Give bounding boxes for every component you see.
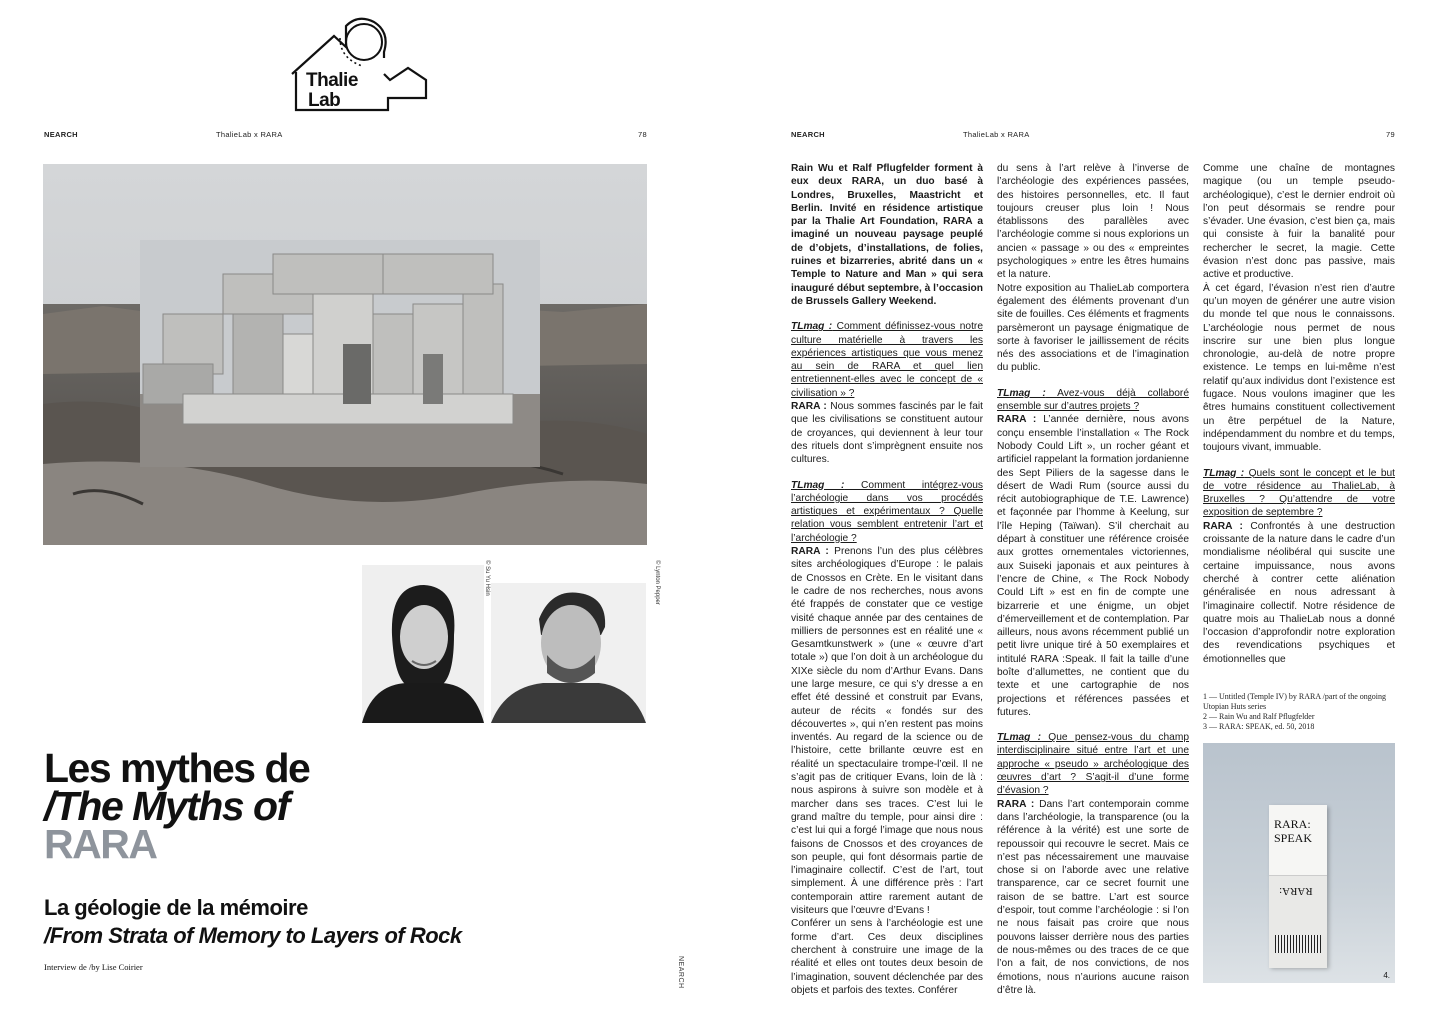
- book-object: [1269, 805, 1327, 967]
- answer-3-text: L’année dernière, nous avons conçu ensemble l’installation « The Rock Nobody Could Lift », un rocher géant et artificiel rappelant la formation jordanienne des Sept Piliers de la sagesse dans le désert de Wadi Rum (source aussi du récit autobiographique de T.E. Lawrence) et façonnée par l’homme à Keelung, sur l’île Heping (Taïwan). S’il cherchait au départ à constituer une référence croisée aux grottes ornementales victoriennes, aux Suiseki japonais et aux peintures à l’encre de Chine, « The Rock Nobody Could Lift » est en fin de compte une bizarrerie et une énigme, un objet d’émerveillement et de contemplation. Par ailleurs, nous avons récemment publié un petit livre unique tiré à 50 exemplaires et intitulé RARA :Speak. Il fait la taille d’une boîte d’allumettes, ne contient que du texte et une cartographie de nos projections et références passées et futures.: [997, 414, 1189, 718]
- col3-paragraph-2: À cet égard, l’évasion n’est rien d’autre qu’un moyen de générer une autre vision du monde tel que nous le connaissons. L’archéologie nous permet de nous inscrire sur une bien plus longue chronologie, au-delà de notre propre existence. Le temps en lui-même n’est relatif qu’aux individus dont l’existence est fugace. Nous voulons imaginer que les êtres humains constituent collectivement un être perpétuel de la Nature, indépendamment du nombre et du temps, toujours vivant, immuable.: [1203, 282, 1395, 454]
- question-1: [791, 320, 983, 400]
- answer-2-text: Prenons l’un des plus célèbres sites archéologiques d’Europe : le palais de Cnossos en Crète. En le visitant dans le cadre de nos recherches, nous avons été frappés de constater que ce vestige visité chaque année par des centaines de milliers de personnes est en réalité une « Gesamtkunstwerk » (une « œuvre d’art totale ») que l’on doit à un archéologue du XIXe siècle du nom d’Arthur Evans. Dans une large mesure, ce qui s’y dresse a en effet été dessiné et construit par Evans, auteur de récits « fondés sur des découvertes », qui n’en restent pas moins inventés. Au regard de la science ou de l’histoire, cette brillante œuvre est en réalité un spectaculaire trompe-l’œil. Il ne s’agit pas de critiquer Evans, loin de là : nous aspirons à suivre son modèle et à marcher dans ses traces. C’est lui le grand maître du temple, pour ainsi dire : c’est lui qui a forgé l’image que nous nous faisons de Cnossos et des croyances de son peuple, qui font désormais partie de l’imaginaire collectif. C’est de l’art, tout simplement. À une différence près : l’art contemporain attire rarement autant de visiteurs que l’œuvre d’Evans !: [791, 546, 983, 917]
- text-column-2: [997, 162, 1189, 997]
- caption-1: 1 — Untitled (Temple IV) by RARA /part of the ongoing Utopian Huts series: [1203, 692, 1386, 711]
- book-photo: [1203, 743, 1395, 983]
- subtitle-line2: /From Strata of Memory to Layers of Rock: [44, 923, 462, 948]
- book-barcode: [1275, 935, 1321, 953]
- col2-paragraph-1: du sens à l’art relève à l’inverse de l’archéologie des expériences passées, des histoires personnelles, etc. Il faut toujours creuser plus loin ! Nous établissons des parallèles avec l’archéologie comme si nous explorions un ancien « passage » ou des « empreintes psychologiques » entre les êtres humains et la nature.: [997, 163, 1189, 281]
- question-5-text: Quels sont le concept et le but de votre résidence au ThalieLab, à Bruxelles ? Qu’attendre de votre exposition de septembre ?: [1203, 467, 1395, 519]
- byline: Interview de /by Lise Coirier: [44, 962, 143, 972]
- question-5-tag: TLmag :: [1203, 467, 1245, 479]
- portrait-rain-wu: [362, 565, 484, 723]
- question-2-text: Comment intégrez-vous l’archéologie dans vos procédés artistiques et expérimentaux ? Quelle relation vous semblent entretenir l’art et l’archéologie ?: [791, 479, 983, 544]
- photo-credit-b: © Lynton Pepper: [654, 560, 660, 605]
- intro-paragraph: Rain Wu et Ralf Pflugfelder forment à eux deux RARA, un duo basé à Londres, Bruxelles, Maastricht et Berlin. Invité en résidence artistique par la Thalie Art Foundation, RARA a imaginé un nouveau paysage peuplé de d’objets, d’installations, de folies, ruines et bizarreries, abrité dans un « Temple to Nature and Man » qui sera inauguré début septembre, à l’occasion de Brussels Gallery Weekend.: [791, 163, 983, 307]
- portrait-ralf-pflugfelder: [491, 583, 646, 723]
- right-page-number: 79: [1386, 130, 1395, 139]
- right-header-section: NEARCH: [791, 130, 825, 139]
- text-column-1: [791, 162, 983, 997]
- answer-3: [997, 413, 1189, 719]
- text-column-3: [1203, 162, 1395, 666]
- question-3-text: Avez-vous déjà collaboré ensemble sur d’autres projets ?: [997, 387, 1189, 413]
- answer-2: [791, 545, 983, 917]
- answer-5-text: Confrontés à une destruction croissante de la nature dans le cadre d’un mondialisme néolibéral qui suscite une certaine impuissance, nous avons cherché à contrer cette aliénation généralisée en nous adressant à l’imaginaire collectif. Notre résidence de quatre mois au ThalieLab nous a donné l’occasion d’approfondir notre exploration des revendications psychiques et émotionnelles que: [1203, 520, 1395, 665]
- logo-line2: Lab: [308, 90, 341, 111]
- answer-2b: Conférer un sens à l’archéologie est une forme d’art. Ces deux disciplines cherchent à construire une image de la réalité et elles ont toutes deux besoin de l’imagination, souvent déclenchée par des objets et parfois des textes. Conférer: [791, 918, 983, 996]
- answer-3-tag: RARA :: [997, 414, 1037, 426]
- answer-2-tag: RARA :: [791, 546, 829, 558]
- answer-1: [791, 400, 983, 466]
- caption-3: 3 — RARA: SPEAK, ed. 50, 2018: [1203, 722, 1315, 731]
- question-2: [791, 479, 983, 545]
- book-title-2: SPEAK: [1274, 831, 1313, 845]
- headline-line3: RARA: [44, 821, 157, 867]
- question-3-tag: TLmag :: [997, 387, 1046, 399]
- caption-2: 2 — Rain Wu and Ralf Pflugfelder: [1203, 712, 1315, 721]
- book-title-1: RARA:: [1274, 817, 1311, 831]
- headline-line1: Les mythes de: [44, 745, 310, 791]
- right-header-title: ThalieLab x RARA: [963, 130, 1030, 139]
- question-1-tag: TLmag :: [791, 321, 833, 333]
- side-label: NEARCH: [677, 956, 684, 989]
- question-4: [997, 731, 1189, 797]
- answer-1-tag: RARA :: [791, 401, 827, 413]
- question-3: [997, 387, 1189, 414]
- figure-number: 4.: [1383, 971, 1390, 980]
- question-4-tag: TLmag :: [997, 732, 1042, 744]
- thalie-lab-logo: [288, 14, 432, 114]
- answer-5: [1203, 520, 1395, 666]
- question-4-text: Que pensez-vous du champ interdisciplinaire situé entre l’art et une approche « pseudo » archéologique des œuvres d’art ? S’agit-il d’une forme d’évasion ?: [997, 732, 1189, 797]
- book-title-mirror: RARA:: [1279, 885, 1313, 897]
- answer-4: [997, 798, 1189, 997]
- headline: [44, 745, 404, 867]
- left-header-title: ThalieLab x RARA: [216, 130, 283, 139]
- captions: [1203, 692, 1395, 732]
- subtitle: [44, 894, 604, 950]
- photo-credit-a: © Su Yu Hsin: [484, 560, 490, 596]
- question-5: [1203, 467, 1395, 520]
- question-1-text: Comment définissez-vous notre culture matérielle à travers les expériences artistiques que vous menez au sein de RARA et quel lien entretiennent-elles avec le concept de « civilisation » ?: [791, 321, 983, 399]
- answer-4-tag: RARA :: [997, 798, 1035, 810]
- answer-1-text: Nous sommes fascinés par le fait que les civilisations se constituent autour de croyances, qui deviennent à leur tour des rituels dont s’imprègnent ensuite nos cultures.: [791, 401, 983, 466]
- answer-5-tag: RARA :: [1203, 520, 1243, 532]
- answer-4-text: Dans l’art contemporain comme dans l’archéologie, la transparence (ou la référence à la vérité) est une sorte de repoussoir qui recouvre le secret. Mais ce n’est pas nécessairement une mauvaise chose si on l’aborde avec une relative transparence, car ce secret fournit une raison de se battre. L’art est source d’espoir, tout comme l’archéologie : si l’on ne nous faisait pas croire que nous pouvons laisser derrière nous des parties de nous-mêmes ou des traces de ce que l’on a fait, de nos convictions, de nos émotions, nous n’aurions aucune raison d’être là.: [997, 798, 1189, 996]
- subtitle-line1: La géologie de la mémoire: [44, 895, 308, 920]
- left-header-section: NEARCH: [44, 130, 78, 139]
- col2-paragraph-2: Notre exposition au ThalieLab comportera également des éléments provenant d’un site de fouilles. Ces éléments et fragments parsèmeront un paysage énigmatique de sorte à favoriser le jaillissement de récits nés des associations et de l’imagination du public.: [997, 282, 1189, 374]
- logo-line1: Thalie: [306, 70, 358, 91]
- headline-line2: /The Myths of: [44, 783, 289, 829]
- question-2-tag: TLmag :: [791, 479, 845, 491]
- temple-photo: [43, 164, 647, 545]
- left-page-number: 78: [638, 130, 647, 139]
- col3-paragraph-1: Comme une chaîne de montagnes magique (ou un temple pseudo-archéologique), c’est le dernier endroit où l’on peut désormais se rendre pour s’évader. Une évasion, c’est bien ça, mais qui consiste à fuir la banalité pour rechercher le secret, la magie. Cette évasion n’est donc pas passive, mais active et productive.: [1203, 163, 1395, 281]
